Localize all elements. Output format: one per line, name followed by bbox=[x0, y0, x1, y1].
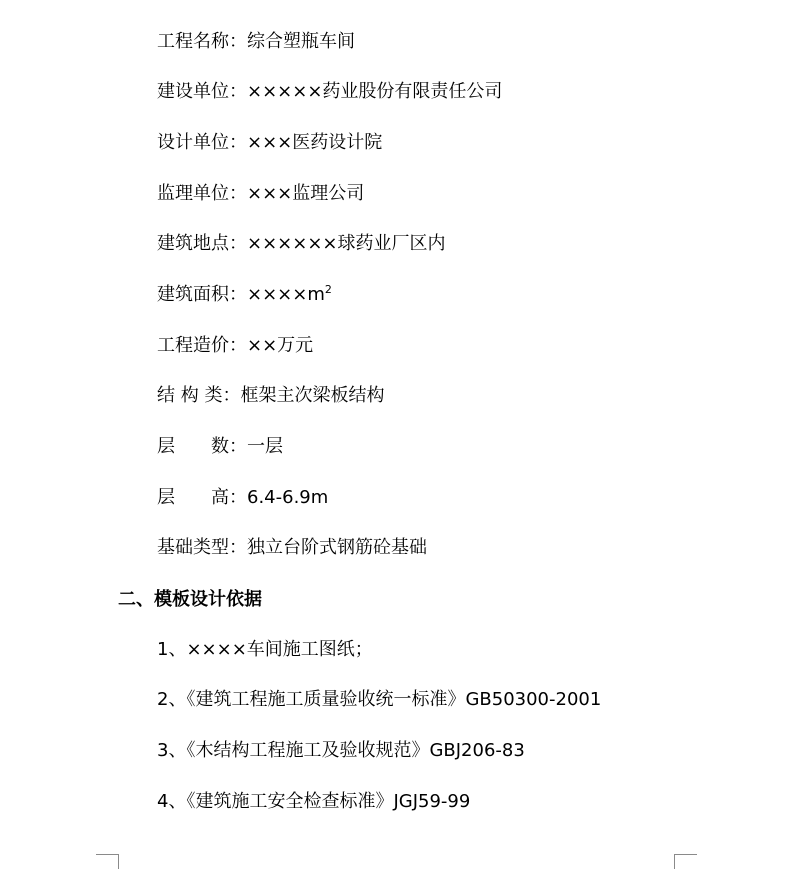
info-label: 结 构 类： bbox=[157, 385, 241, 406]
page-corner-mark-left bbox=[96, 854, 119, 869]
info-label: 设计单位： bbox=[157, 132, 247, 153]
info-value: 一层 bbox=[247, 436, 283, 457]
info-value: 独立台阶式钢筋砼基础 bbox=[247, 537, 427, 558]
info-area bbox=[157, 284, 332, 306]
list-item: 4、《建筑施工安全检查标准》JGJ59-99 bbox=[157, 791, 471, 812]
info-label: 层 高： bbox=[157, 487, 247, 508]
info-floors bbox=[157, 436, 283, 458]
info-foundation bbox=[157, 537, 427, 559]
info-area-unit-superscript: 2 bbox=[324, 283, 332, 296]
info-label: 工程造价： bbox=[157, 335, 247, 356]
info-label: 监理单位： bbox=[157, 183, 247, 204]
info-cost bbox=[157, 335, 313, 357]
info-value: ×××××药业股份有限责任公司 bbox=[247, 81, 503, 102]
info-label: 工程名称： bbox=[157, 31, 247, 52]
info-floor-height bbox=[157, 487, 328, 509]
info-location bbox=[157, 233, 446, 255]
info-value: ××××m bbox=[247, 284, 325, 305]
info-value: ××万元 bbox=[247, 335, 314, 356]
info-builder bbox=[157, 81, 502, 103]
info-value: 6.4-6.9m bbox=[247, 487, 329, 508]
info-value: ×××医药设计院 bbox=[247, 132, 383, 153]
info-label: 建筑地点： bbox=[157, 233, 247, 254]
page-corner-mark-right bbox=[674, 854, 697, 869]
info-label: 层 数： bbox=[157, 436, 247, 457]
info-label: 建设单位： bbox=[157, 81, 247, 102]
info-value: 综合塑瓶车间 bbox=[247, 31, 355, 52]
info-label: 基础类型： bbox=[157, 537, 247, 558]
list-item: 1、××××车间施工图纸； bbox=[157, 639, 373, 660]
info-structure bbox=[157, 385, 384, 407]
list-item: 3、《木结构工程施工及验收规范》GBJ206-83 bbox=[157, 740, 525, 761]
info-value: ××××××球药业厂区内 bbox=[247, 233, 446, 254]
info-designer bbox=[157, 132, 382, 154]
info-project-name bbox=[157, 31, 355, 53]
info-label: 建筑面积： bbox=[157, 284, 247, 305]
info-value: 框架主次梁板结构 bbox=[240, 385, 385, 406]
info-value: ×××监理公司 bbox=[247, 183, 365, 204]
section-heading: 二、模板设计依据 bbox=[118, 589, 262, 610]
info-supervisor bbox=[157, 183, 364, 205]
list-item: 2、《建筑工程施工质量验收统一标准》GB50300-2001 bbox=[157, 689, 602, 710]
